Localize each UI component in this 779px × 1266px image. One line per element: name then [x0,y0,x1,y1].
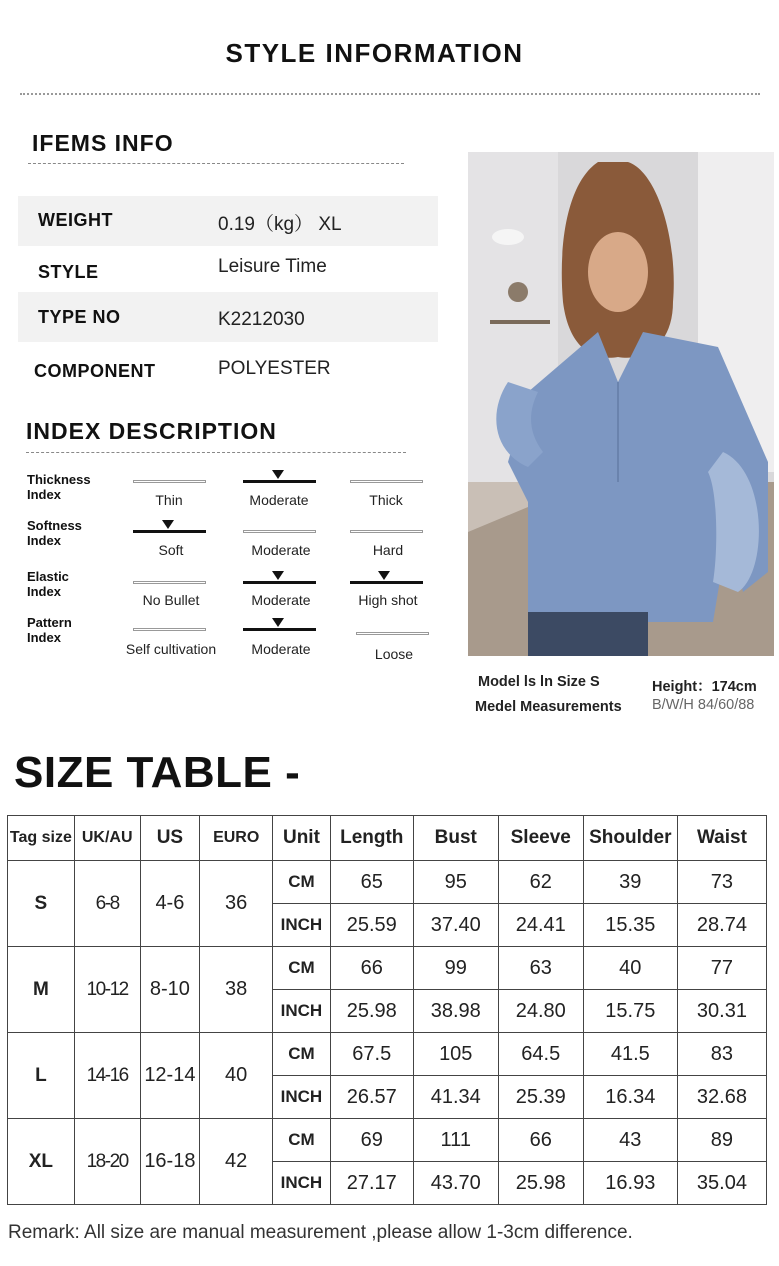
selected-marker-icon [272,571,284,580]
info-row-component [14,344,434,394]
tag-size-cell: S [8,861,75,947]
index-option: Hard [372,542,404,558]
waist-cell: 89 [677,1119,766,1162]
shoulder-cell: 43 [583,1119,677,1162]
us-cell: 12-14 [140,1033,200,1119]
waist-cell: 73 [677,861,766,904]
index-bar-selected [243,581,316,584]
sleeve-cell: 24.80 [498,990,583,1033]
length-cell: 25.59 [330,904,413,947]
length-cell: 69 [330,1119,413,1162]
index-description-divider [26,452,406,453]
index-option: High shot [358,592,418,608]
elastic-index-label [27,569,69,599]
index-option: Loose [374,646,414,662]
softness-index-label [27,518,82,548]
index-option: Thick [369,492,403,508]
size-table-header [8,816,767,861]
pattern-index-label [27,615,72,645]
waist-cell: 77 [677,947,766,990]
column-header: US [140,816,200,861]
info-value: 0.19（kg） XL [218,214,342,235]
index-label-line: Index [27,630,61,645]
info-value: Leisure Time [218,256,327,277]
unit-cell: INCH [273,904,331,947]
length-cell: 26.57 [330,1076,413,1119]
index-bar-selected [350,581,423,584]
shoulder-cell: 41.5 [583,1033,677,1076]
table-row [8,1119,767,1162]
column-header: Length [330,816,413,861]
shoulder-cell: 40 [583,947,677,990]
sleeve-cell: 66 [498,1119,583,1162]
euro-cell: 38 [200,947,273,1033]
column-header: UK/AU [74,816,140,861]
index-bar [356,632,429,635]
bust-cell: 41.34 [413,1076,498,1119]
index-option: Self cultivation [125,641,217,657]
waist-cell: 32.68 [677,1076,766,1119]
index-bar-selected [243,628,316,631]
uk-au-cell: 10-12 [74,947,140,1033]
bust-cell: 38.98 [413,990,498,1033]
index-bar [133,480,206,483]
us-cell: 4-6 [140,861,200,947]
model-size-text: Model ls ln Size S [478,674,600,690]
us-cell: 16-18 [140,1119,200,1205]
unit-cell: CM [273,947,331,990]
shoulder-cell: 15.75 [583,990,677,1033]
model-photo [468,152,774,656]
unit-cell: CM [273,1119,331,1162]
model-bwh: B/W/H 84/60/88 [652,697,755,713]
unit-cell: CM [273,1033,331,1076]
bust-cell: 99 [413,947,498,990]
waist-cell: 83 [677,1033,766,1076]
sleeve-cell: 24.41 [498,904,583,947]
index-label-line: Pattern [27,615,72,630]
index-bar [133,628,206,631]
selected-marker-icon [162,520,174,529]
index-option: Soft [158,542,184,558]
bust-cell: 105 [413,1033,498,1076]
uk-au-cell: 18-20 [74,1119,140,1205]
column-header: Bust [413,816,498,861]
index-option: Moderate [249,492,309,508]
bust-cell: 43.70 [413,1162,498,1205]
bust-cell: 111 [413,1119,498,1162]
waist-cell: 28.74 [677,904,766,947]
sleeve-cell: 25.39 [498,1076,583,1119]
waist-cell: 30.31 [677,990,766,1033]
shoulder-cell: 16.93 [583,1162,677,1205]
index-label-line: Index [27,487,61,502]
sleeve-cell: 25.98 [498,1162,583,1205]
info-label: TYPE NO [38,307,121,327]
index-label-line: Softness [27,518,82,533]
index-bar [350,480,423,483]
column-header: Shoulder [583,816,677,861]
euro-cell: 42 [200,1119,273,1205]
bust-cell: 37.40 [413,904,498,947]
length-cell: 27.17 [330,1162,413,1205]
euro-cell: 36 [200,861,273,947]
info-label: COMPONENT [34,361,156,381]
us-cell: 8-10 [140,947,200,1033]
selected-marker-icon [378,571,390,580]
info-row-style [18,246,438,296]
index-bar [243,530,316,533]
index-description-title: INDEX DESCRIPTION [26,418,277,444]
index-option: Thin [155,492,183,508]
tag-size-cell: M [8,947,75,1033]
column-header: EURO [200,816,273,861]
length-cell: 25.98 [330,990,413,1033]
column-header: Sleeve [498,816,583,861]
index-label-line: Thickness [27,472,91,487]
sleeve-cell: 64.5 [498,1033,583,1076]
column-header: Waist [677,816,766,861]
sleeve-cell: 63 [498,947,583,990]
size-table [7,815,767,1205]
uk-au-cell: 6-8 [74,861,140,947]
index-option: Moderate [251,592,311,608]
unit-cell: INCH [273,990,331,1033]
unit-cell: CM [273,861,331,904]
selected-marker-icon [272,618,284,627]
bust-cell: 95 [413,861,498,904]
items-info-title: IFEMS INFO [32,130,174,156]
index-label-line: Elastic [27,569,69,584]
column-header: Unit [273,816,331,861]
index-bar-selected [133,530,206,533]
index-label-line: Index [27,533,61,548]
model-measurements-label: Medel Measurements [475,699,622,715]
info-row-weight [18,196,438,246]
uk-au-cell: 14-16 [74,1033,140,1119]
info-label: STYLE [38,262,99,282]
column-header: Tag size [8,816,75,861]
length-cell: 65 [330,861,413,904]
index-bar-selected [243,480,316,483]
thickness-index-label [27,472,91,502]
waist-cell: 35.04 [677,1162,766,1205]
table-row [8,861,767,904]
model-height: Height：174cm [652,679,757,695]
info-row-type-no [18,292,438,342]
unit-cell: INCH [273,1162,331,1205]
tag-size-cell: L [8,1033,75,1119]
info-label: WEIGHT [38,210,113,230]
table-row [8,947,767,990]
info-value: K2212030 [218,309,305,330]
index-label-line: Index [27,584,61,599]
table-row [8,1033,767,1076]
selected-marker-icon [272,470,284,479]
unit-cell: INCH [273,1076,331,1119]
index-option: No Bullet [142,592,200,608]
items-info-divider [28,163,404,164]
title-divider [20,93,760,95]
euro-cell: 40 [200,1033,273,1119]
shoulder-cell: 39 [583,861,677,904]
size-table-title: SIZE TABLE - [14,748,301,797]
sleeve-cell: 62 [498,861,583,904]
index-bar [133,581,206,584]
tag-size-cell: XL [8,1119,75,1205]
info-value: POLYESTER [218,358,331,379]
shoulder-cell: 15.35 [583,904,677,947]
shoulder-cell: 16.34 [583,1076,677,1119]
index-option: Moderate [251,542,311,558]
length-cell: 66 [330,947,413,990]
length-cell: 67.5 [330,1033,413,1076]
page-title: STYLE INFORMATION [225,38,524,68]
remark-note: Remark: All size are manual measurement ,please allow 1-3cm difference. [8,1222,633,1243]
index-option: Moderate [251,641,311,657]
index-bar [350,530,423,533]
